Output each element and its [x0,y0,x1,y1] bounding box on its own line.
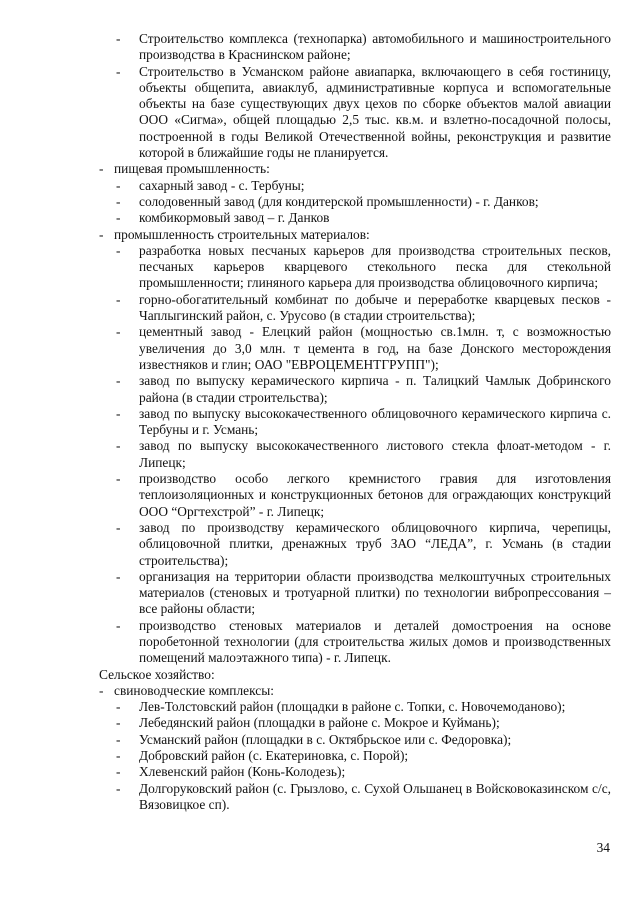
item-text: промышленность строительных материалов: [114,226,370,242]
list-item [99,64,611,162]
dash-marker: - [116,568,121,584]
item-text: завод по производству керамического облицовочного кирпича, черепицы, облицовочной плитки, дренажных труб ЗАО “ЛЕДА”, г. Усмань (в стадии строительства); [139,519,611,568]
dash-marker: - [116,210,121,226]
dash-marker: - [116,438,121,454]
item-text: организация на территории области производства мелкоштучных строительных материалов (стеновых и тротуарной плитки) по технологии вибропрессования – все районы области; [139,568,611,617]
list-item [99,764,611,780]
dash-marker: - [116,764,121,780]
document-body [99,31,611,813]
item-text: пищевая промышленность: [114,161,270,177]
list-item [99,406,611,439]
list-item [99,715,611,731]
item-text: горно-обогатительный комбинат по добыче и переработке кварцевых песков - Чаплыгинский район, с. Урусово (в стадии строительства); [139,291,611,324]
list-item [99,618,611,667]
list-item [99,438,611,471]
item-text: Усманский район (площадки в с. Октябрьское или с. Федоровка); [139,731,512,747]
list-heading [99,227,611,243]
item-text: завод по выпуску высококачественного облицовочного керамического кирпича с. Тербуны и г. Усмань; [139,405,611,438]
dash-marker: - [116,699,121,715]
dash-marker: - [116,242,121,258]
item-text: солодовенный завод (для кондитерской промышленности) - г. Данков; [139,193,539,209]
dash-marker: - [99,682,104,698]
dash-marker: - [116,780,121,796]
list-item [99,781,611,814]
item-text: завод по выпуску высококачественного листового стекла флоат-методом - г. Липецк; [139,438,611,470]
list-item [99,31,611,64]
dash-marker: - [116,193,121,209]
list-item [99,471,611,520]
item-text: Лебедянский район (площадки в районе с. Мокрое и Куймань); [139,715,500,731]
item-text: Строительство комплекса (технопарка) автомобильного и машиностроительного производства в Краснинском районе; [139,31,611,63]
dash-marker: - [116,291,121,307]
item-text: разработка новых песчаных карьеров для производства строительных песков, песчаных карьеров кварцевого стекольного песка для стекольной промышленности; глиняного карьера для производства облицовочного кирпича; [139,242,611,291]
list-item [99,520,611,569]
list-item [99,210,611,226]
dash-marker: - [116,177,121,193]
dash-marker: - [99,226,104,242]
dash-marker: - [116,748,121,764]
item-text: Хлевенский район (Конь-Колодезь); [139,764,346,780]
dash-marker: - [116,617,121,633]
item-text: Строительство в Усманском районе авиапарка, включающего в себя гостиницу, объекты общепита, авиаклуб, административные корпуса и вспомогательные объекты на базе существующих двух цехов по сборке объектов малой авиации ООО «Сигма», общей площадью 2,5 тыс. кв.м. и взлетно-посадочной полосы, построенной в годы Великой Отечественной войны, реконструкция и развитие которой в ближайшие годы не планируется. [139,63,611,161]
list-item [99,699,611,715]
dash-marker: - [99,161,104,177]
list-item [99,292,611,325]
dash-marker: - [116,324,121,340]
item-text: цементный завод - Елецкий район (мощностью св.1млн. т, с возможностью увеличения до 3,0 млн. т цемента в год, на базе Донского месторождения известняков и глин; ОАО "ЕВРОЦЕМЕНТГРУПП"); [139,324,611,372]
dash-marker: - [116,63,121,79]
item-text: Долгоруковский район (с. Грызлово, с. Сухой Ольшанец в Войсковоказинском с/с, Вязовицкое сп). [139,780,611,812]
list-item [99,243,611,292]
list-item [99,373,611,406]
item-text: завод по выпуску керамического кирпича - п. Талицкий Чамлык Добринского района (в стадии строительства); [139,373,611,405]
list-item [99,732,611,748]
item-text: производство стеновых материалов и деталей домостроения на основе поробетонной технологии (для строительства жилых домов и производственных помещений малоэтажного типа) - г. Липецк. [139,617,611,666]
dash-marker: - [116,519,121,535]
dash-marker: - [116,31,121,46]
item-text: Лев-Толстовский район (площадки в районе с. Топки, с. Новочемоданово); [139,699,566,715]
item-text: комбикормовый завод – г. Данков [139,210,330,226]
dash-marker: - [116,715,121,731]
dash-marker: - [116,471,121,487]
item-text: свиноводческие комплексы: [114,682,274,698]
list-heading [99,683,611,699]
dash-marker: - [116,405,121,421]
item-text: Сельское хозяйство: [99,666,215,682]
item-text: сахарный завод - с. Тербуны; [139,177,305,193]
page-number: 34 [596,840,610,855]
list-item [99,748,611,764]
list-item [99,194,611,210]
list-item [99,324,611,373]
list-item [99,569,611,618]
dash-marker: - [116,731,121,747]
list-item [99,178,611,194]
dash-marker: - [116,373,121,389]
section-heading [99,667,611,683]
list-heading [99,161,611,177]
item-text: Добровский район (с. Екатериновка, с. Порой); [139,748,409,764]
item-text: производство особо легкого кремнистого гравия для изготовления теплоизоляционных и конструкционных бетонов для ограждающих конструкций ООО “Оргтехстрой” - г. Липецк; [139,471,611,519]
